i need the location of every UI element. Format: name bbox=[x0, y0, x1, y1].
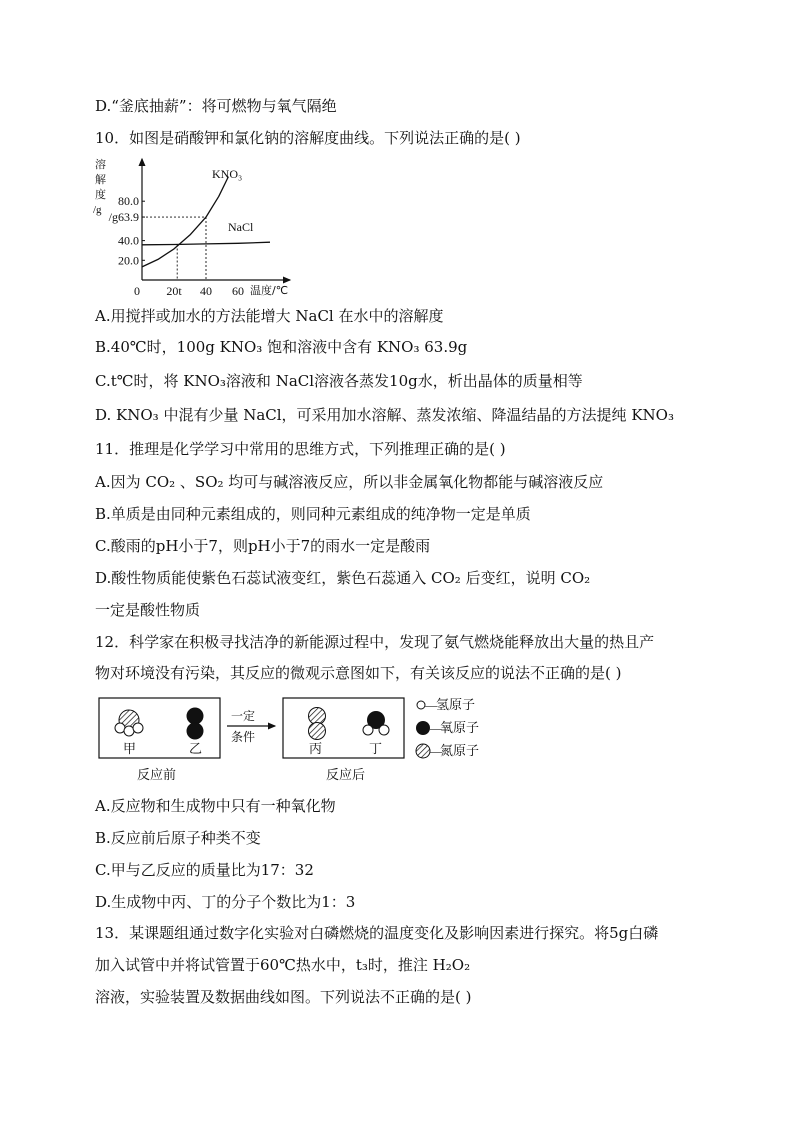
q10-option-b: B.40℃时，100g KNO₃ 饱和溶液中含有 KNO₃ 63.9g bbox=[95, 338, 468, 356]
ylabel-text bbox=[93, 157, 106, 216]
series-line-kno3 bbox=[142, 177, 228, 267]
label-bing: 丙 bbox=[309, 742, 323, 757]
q13-stem-line3: 溶液，实验装置及数据曲线如图。下列说法不正确的是( ) bbox=[95, 988, 472, 1006]
q12-stem-line1: 12．科学家在积极寻找洁净的新能源过程中，发现了氨气燃烧能释放出大量的热且产 bbox=[95, 633, 655, 651]
xlabel-text: 温度/℃ bbox=[250, 284, 289, 297]
arrow-condition-top: 一定 bbox=[231, 709, 256, 723]
legend-hydrogen-label: 氢原子 bbox=[436, 698, 476, 713]
legend-nitrogen-label: 氮原子 bbox=[440, 744, 480, 759]
q12-option-a: A.反应物和生成物中只有一种氧化物 bbox=[95, 797, 336, 815]
q13-stem-line2: 加入试管中并将试管置于60℃热水中，t₃时，推注 H₂O₂ bbox=[95, 956, 471, 974]
label-yi: 乙 bbox=[189, 742, 203, 757]
ylabel-char-3: 度 bbox=[95, 189, 106, 201]
y-tick-label: 40.0 bbox=[118, 233, 139, 248]
label-ding: 丁 bbox=[369, 742, 383, 757]
q11-option-d-line2: 一定是酸性物质 bbox=[95, 601, 201, 619]
water-molecule-icon bbox=[363, 711, 389, 735]
caption-before: 反应前 bbox=[137, 768, 177, 783]
series-label-nacl: NaCl bbox=[228, 220, 254, 234]
solubility-chart bbox=[92, 155, 307, 300]
ylabel-char-4: /g bbox=[93, 204, 102, 216]
q10-option-c: C.t℃时，将 KNO₃溶液和 NaCl溶液各蒸发10g水，析出晶体的质量相等 bbox=[95, 372, 583, 390]
legend-dash-3: — bbox=[430, 744, 442, 758]
legend-oxygen-label: 氧原子 bbox=[440, 721, 480, 736]
caption-after: 反应后 bbox=[326, 768, 366, 783]
legend-dash-1: — bbox=[425, 698, 437, 712]
q10-option-a: A.用搅拌或加水的方法能增大 NaCl 在水中的溶解度 bbox=[95, 307, 444, 325]
x-tick-label: 40 bbox=[200, 284, 212, 298]
q12-option-c: C.甲与乙反应的质量比为17：32 bbox=[95, 861, 314, 879]
reaction-diagram bbox=[95, 693, 515, 793]
ylabel-char-2: 解 bbox=[95, 174, 106, 186]
arrow-condition-bottom: 条件 bbox=[231, 730, 256, 744]
ylabel-char-1: 溶 bbox=[95, 159, 106, 171]
label-jia: 甲 bbox=[123, 742, 137, 757]
legend-nitrogen-icon bbox=[416, 744, 430, 758]
q13-stem-line1: 13．某课题组通过数字化实验对白磷燃烧的温度变化及影响因素进行探究。将5g白磷 bbox=[95, 924, 659, 942]
legend-oxygen-icon bbox=[416, 721, 430, 735]
legend-hydrogen-icon bbox=[417, 701, 425, 709]
q11-option-a: A.因为 CO₂ 、SO₂ 均可与碱溶液反应，所以非金属氧化物都能与碱溶液反应 bbox=[95, 473, 604, 491]
q12-option-b: B.反应前后原子种类不变 bbox=[95, 829, 261, 847]
q11-option-d-line1: D.酸性物质能使紫色石蕊试液变红，紫色石蕊通入 CO₂ 后变红，说明 CO₂ bbox=[95, 569, 591, 587]
q11-stem: 11．推理是化学学习中常用的思维方式，下列推理正确的是( ) bbox=[95, 440, 506, 458]
q12-option-d: D.生成物中丙、丁的分子个数比为1：3 bbox=[95, 893, 356, 911]
q9-option-d: D.“釜底抽薪”：将可燃物与氧气隔绝 bbox=[95, 97, 337, 115]
legend bbox=[416, 698, 479, 759]
q10-option-d: D. KNO₃ 中混有少量 NaCl，可采用加水溶解、蒸发浓缩、降温结晶的方法提纯 KNO₃ bbox=[95, 406, 674, 424]
oxygen-molecule-icon bbox=[187, 708, 204, 740]
q11-option-b: B.单质是由同种元素组成的，则同种元素组成的纯净物一定是单质 bbox=[95, 505, 531, 523]
series-label-kno3: KNO₃ bbox=[212, 167, 243, 181]
q10-stem: 10．如图是硝酸钾和氯化钠的溶解度曲线。下列说法正确的是( ) bbox=[95, 129, 521, 147]
x-tick-label: 0 bbox=[134, 284, 140, 298]
legend-dash-2: — bbox=[430, 721, 442, 735]
y-tick-label: 20.0 bbox=[118, 253, 139, 268]
nitrogen-molecule-icon bbox=[309, 708, 326, 740]
q12-stem-line2: 物对环境没有污染，其反应的微观示意图如下，有关该反应的说法不正确的是( ) bbox=[95, 664, 622, 682]
y-tick-label: 80.0 bbox=[118, 194, 139, 209]
ammonia-molecule-icon bbox=[115, 710, 143, 736]
x-tick-label: 20t bbox=[166, 284, 182, 298]
q11-option-c: C.酸雨的pH小于7，则pH小于7的雨水一定是酸雨 bbox=[95, 537, 431, 555]
y-tick-label: /g63.9 bbox=[108, 210, 139, 225]
x-tick-label: 60 bbox=[232, 284, 244, 298]
